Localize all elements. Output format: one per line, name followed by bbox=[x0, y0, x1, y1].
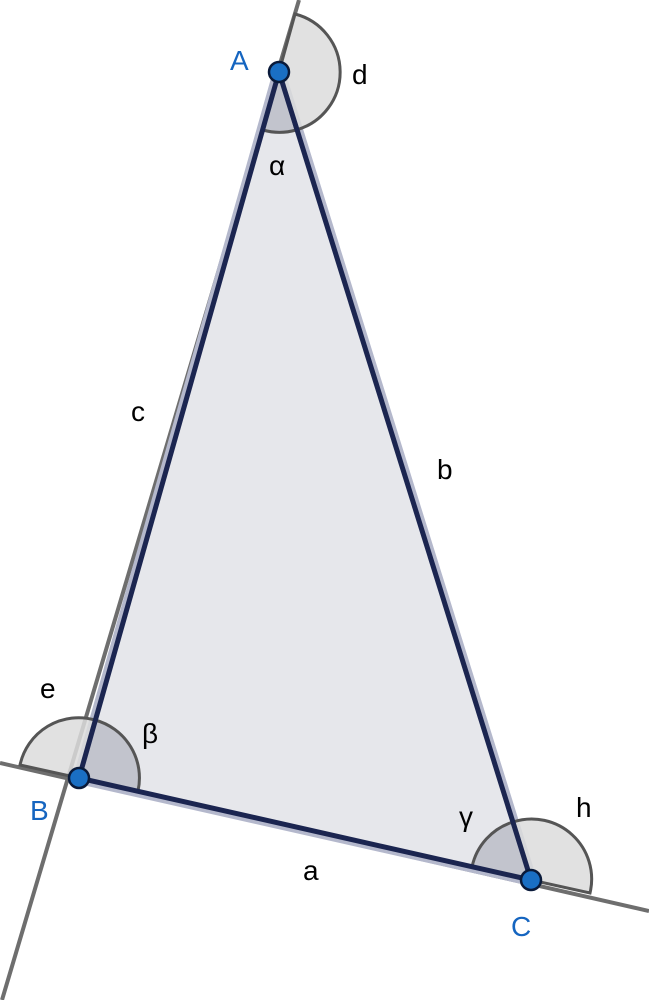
vertex-b-label: B bbox=[30, 795, 49, 826]
vertex-c-point[interactable] bbox=[521, 870, 541, 890]
side-b-label: b bbox=[437, 454, 453, 485]
angle-beta-label: β bbox=[142, 718, 159, 749]
side-c-label: c bbox=[131, 396, 145, 427]
side-a-label: a bbox=[303, 855, 319, 886]
vertex-a-point[interactable] bbox=[269, 62, 289, 82]
vertex-a-label: A bbox=[230, 45, 249, 76]
vertex-b-point[interactable] bbox=[69, 768, 89, 788]
vertex-c-label: C bbox=[511, 911, 532, 942]
angle-gamma-label: γ bbox=[459, 801, 473, 832]
angle-e-label: e bbox=[40, 673, 56, 704]
angle-alpha-label: α bbox=[269, 150, 286, 181]
angle-h-label: h bbox=[576, 792, 592, 823]
angle-d-label: d bbox=[352, 59, 368, 90]
triangle-body bbox=[79, 72, 531, 880]
